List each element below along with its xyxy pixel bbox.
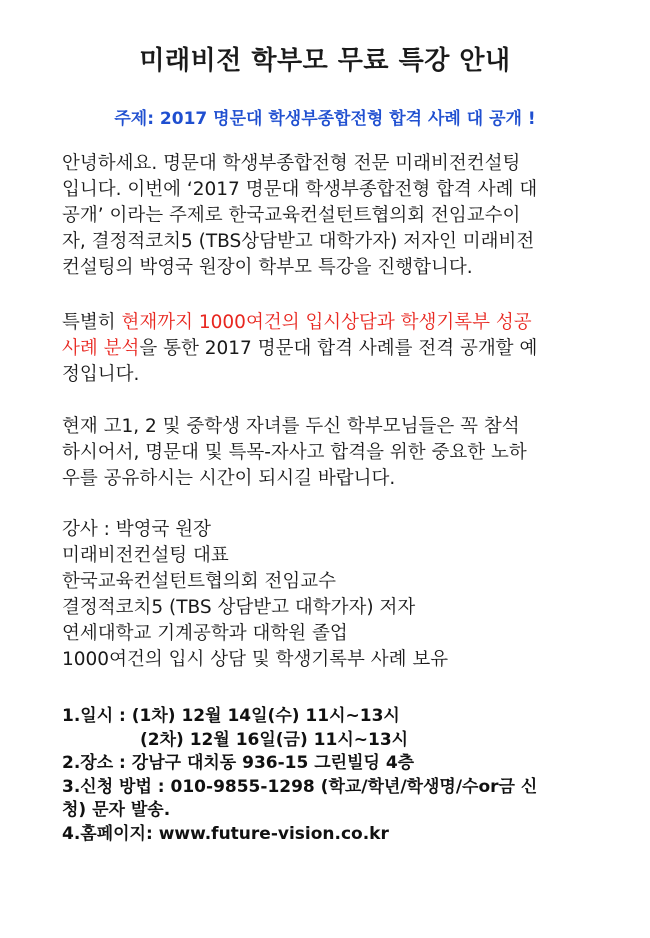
intro-line: 안녕하세요. 명문대 학생부종합전형 전문 미래비전컨설팅 [62,153,521,174]
lecturer-profile [62,517,622,673]
intro-line: 자, 결정적코치5 (TBS상담받고 대학가자) 저자인 미래비전 [62,231,535,252]
invitation-line: 우를 공유하시는 시간이 되시길 바랍니다. [62,468,396,489]
highlight-line: 정입니다. [62,364,140,385]
intro-line: 컨설팅의 박영국 원장이 학부모 특강을 진행합니다. [62,257,473,278]
lecturer-line: 한국교육컨설턴트협의회 전임교수 [62,571,336,592]
intro-line: 입니다. 이번에 ‘2017 명문대 학생부종합전형 합격 사례 대 [62,179,538,200]
highlight-line [62,310,622,336]
lecturer-line: 연세대학교 기계공학과 대학원 졸업 [62,623,348,644]
event-place: 2.장소 : 강남구 대치동 936-15 그린빌딩 4층 [62,753,415,773]
lecturer-line: 강사 : 박영국 원장 [62,519,211,540]
invitation-line: 하시어서, 명문대 및 특목-자사고 합격을 위한 중요한 노하 [62,442,527,463]
intro-paragraph [62,151,622,281]
schedule-first: 1.일시 : (1차) 12월 14일(수) 11시~13시 [62,706,400,726]
homepage-url: 4.홈페이지: www.future-vision.co.kr [62,823,389,844]
schedule-second: (2차) 12월 16일(금) 11시~13시 [140,729,409,750]
lecture-subject: 주제: 2017 명문대 학생부종합전형 합격 사례 대 공개 ! [114,109,536,129]
highlight-paragraph [62,310,622,388]
invitation-line: 현재 고1, 2 및 중학생 자녀를 두신 학부모님들은 꼭 참석 [62,416,520,437]
event-info [62,705,632,846]
apply-method-cont: 청) 문자 발송. [62,800,171,820]
highlighted-text: 현재까지 1000여건의 입시상담과 학생기록부 성공 [121,312,532,333]
invitation-paragraph [62,414,622,492]
plain-text: 을 통한 2017 명문대 합격 사례를 전격 공개할 예 [139,338,538,359]
lecturer-line: 미래비전컨설팅 대표 [62,545,229,566]
intro-line: 공개’ 이라는 주제로 한국교육컨설턴트협의회 전임교수이 [62,205,521,226]
plain-text: 특별히 [62,312,122,333]
page-title: 미래비전 학부모 무료 특강 안내 [139,46,511,76]
highlight-line [62,336,622,362]
lecturer-line: 1000여건의 입시 상담 및 학생기록부 사례 보유 [62,649,449,670]
lecturer-line: 결정적코치5 (TBS 상담받고 대학가자) 저자 [62,597,416,618]
highlighted-text: 사례 분석 [62,338,140,359]
apply-method: 3.신청 방법 : 010-9855-1298 (학교/학년/학생명/수or금 신 [62,776,538,797]
